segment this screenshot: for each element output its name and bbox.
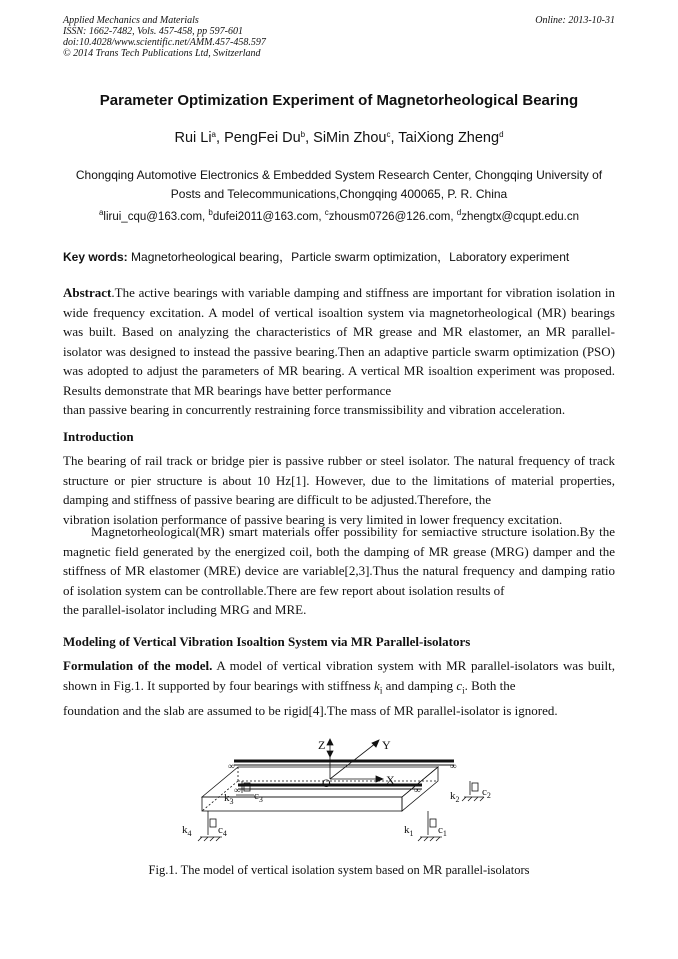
email-link[interactable]: zhousm0726@126.com, [328,211,457,223]
journal-header [63,15,615,59]
bearing-2 [462,781,484,801]
symbol-c: c [456,677,463,693]
roller-symbol: ∞ [234,785,241,795]
figure-isolation-model [178,737,518,855]
paper-title: Parameter Optimization Experiment of Magnetorheological Bearing [99,92,579,109]
symbol-k: k [374,677,380,693]
abstract-paragraph [63,283,615,420]
online-date: Online: 2013-10-31 [535,15,615,26]
intro-p1-tail: vibration isolation performance of passive bearing is very limited in lower frequency excitation. [63,511,563,527]
k3-label: $k_3$ [224,792,234,806]
figure-caption: Fig.1. The model of vertical isolation system based on MR parallel-isolators [148,863,530,877]
axis-z-arrow-down [327,751,333,757]
email-list [63,208,615,223]
abstract-tail: than passive bearing in concurrently restraining force transmissibility and vibration acceleration. [63,402,566,417]
c1-label: $c_1$ [438,824,447,838]
c2-label: $c_2$ [482,786,491,800]
origin-label: O [322,776,331,790]
author-name: Rui Li [174,130,212,146]
affiliation-line-1: Chongqing Automotive Electronics & Embedded System Research Center, Chongqing University of [75,168,603,182]
axis-z-arrow [327,739,333,745]
email-link[interactable]: dufei2011@163.com, [212,211,325,223]
modeling-text: and damping [382,677,457,693]
author-sup: c [386,130,391,139]
intro-p2-body: Magnetorheological(MR) smart materials offer possibility for semiactive structure isolation.By the magnetic field generated by the energized coil, both the damping of MR grease (MRG) damper and the stiffness of MR elastomer (MRE) device are variable[2,3].Thus the natural frequency and damping ratio of isolation system can be controllable.There are few report about isolation results of [63,524,615,598]
introduction-paragraph-2 [63,522,615,620]
abstract-label: Abstract [63,285,112,300]
author-name: PengFei Du [224,130,301,146]
author-sep: , [305,130,314,146]
axis-y-arrow [372,740,379,747]
modeling-text: A model of vertical vibration system with MR parallel-isolators was built, shown in Fig.1. It supported by four bearings with stiffness [63,658,615,693]
keywords [63,248,615,265]
keywords-text: Magnetorheological bearing，Particle swarm optimization，Laboratory experiment [131,250,570,264]
introduction-paragraph-1 [63,451,615,529]
affiliation-line-2: Posts and Telecommunications,Chongqing 400065, P. R. China [170,187,508,201]
symbol-k-sub: i [379,685,383,696]
email-sup: a [98,208,104,217]
hidden-edge [202,781,241,811]
author-sup: b [300,130,306,139]
modeling-text: . Both the [464,677,516,693]
axis-z-label: Z [318,738,326,752]
roller-symbol: ∞ [450,761,457,771]
author-sep: , [216,130,225,146]
k1-label: $k_1$ [404,824,414,838]
email-sup: d [456,208,462,217]
keywords-label: Key words: [63,250,128,264]
symbol-c-sub: i [462,685,465,696]
author-sup: a [211,130,216,139]
author-sep: , [390,130,399,146]
k2-label: $k_2$ [450,790,460,804]
introduction-heading: Introduction [63,429,134,444]
author-sup: d [499,130,504,139]
run-in-heading: Formulation of the model. [63,658,213,673]
email-link[interactable]: zhengtx@cqupt.edu.cn [461,211,580,223]
axis-y-label: Y [382,738,391,752]
modeling-tail: foundation and the slab are assumed to be rigid[4].The mass of MR parallel-isolator is ignored. [63,702,558,718]
c3-label: $c_3$ [254,790,263,804]
k4-label: $k_4$ [182,824,192,838]
email-sup: c [324,208,329,217]
copyright-line: © 2014 Trans Tech Publications Ltd, Switzerland [63,48,261,59]
author-name: TaiXiong Zheng [398,130,500,146]
c4-label: $c_4$ [218,824,227,838]
author-name: SiMin Zhou [313,130,387,146]
email-sup: b [208,208,213,217]
journal-name: Applied Mechanics and Materials [63,15,199,26]
abstract-body: .The active bearings with variable damping and stiffness are important for vibration isolation in wide frequency excitation. A model of vertical isoaltion system via magnetorheological (MR) bearings was built. Based on analyzing the characteristics of MR grease and MR elastomer, an MR parallel-isolator was designed to instead the passive bearing.Then an adaptive particle swarm optimization (PSO) was adopted to adjust the parameters of MR bearing. A vertical MR isoaltion experiment was proposed. Results demonstrate that MR bearings have better performance [63,285,615,398]
affiliation [63,166,615,204]
issn-line: ISSN: 1662-7482, Vols. 457-458, pp 597-601 [63,26,243,37]
roller-symbol: ∞ [228,761,235,771]
modeling-paragraph [63,656,615,720]
modeling-heading: Modeling of Vertical Vibration Isoaltion System via MR Parallel-isolators [63,634,471,649]
doi-line: doi:10.4028/www.scientific.net/AMM.457-458.597 [63,37,266,48]
author-list [0,130,678,146]
email-link[interactable]: lirui_cqu@163.com, [103,211,209,223]
axis-x-label: X [386,773,395,787]
intro-p2-tail: the parallel-isolator including MRG and MRE. [63,602,307,617]
roller-symbol: ∞ [414,785,421,795]
intro-p1-body: The bearing of rail track or bridge pier is passive rubber or steel isolator. The natural frequency of track structure or pier structure is about 10 Hz[1]. However, due to the limitations of material properties, damping and stiffness of passive bearing are difficult to be adjusted.Therefore, the [63,453,615,507]
